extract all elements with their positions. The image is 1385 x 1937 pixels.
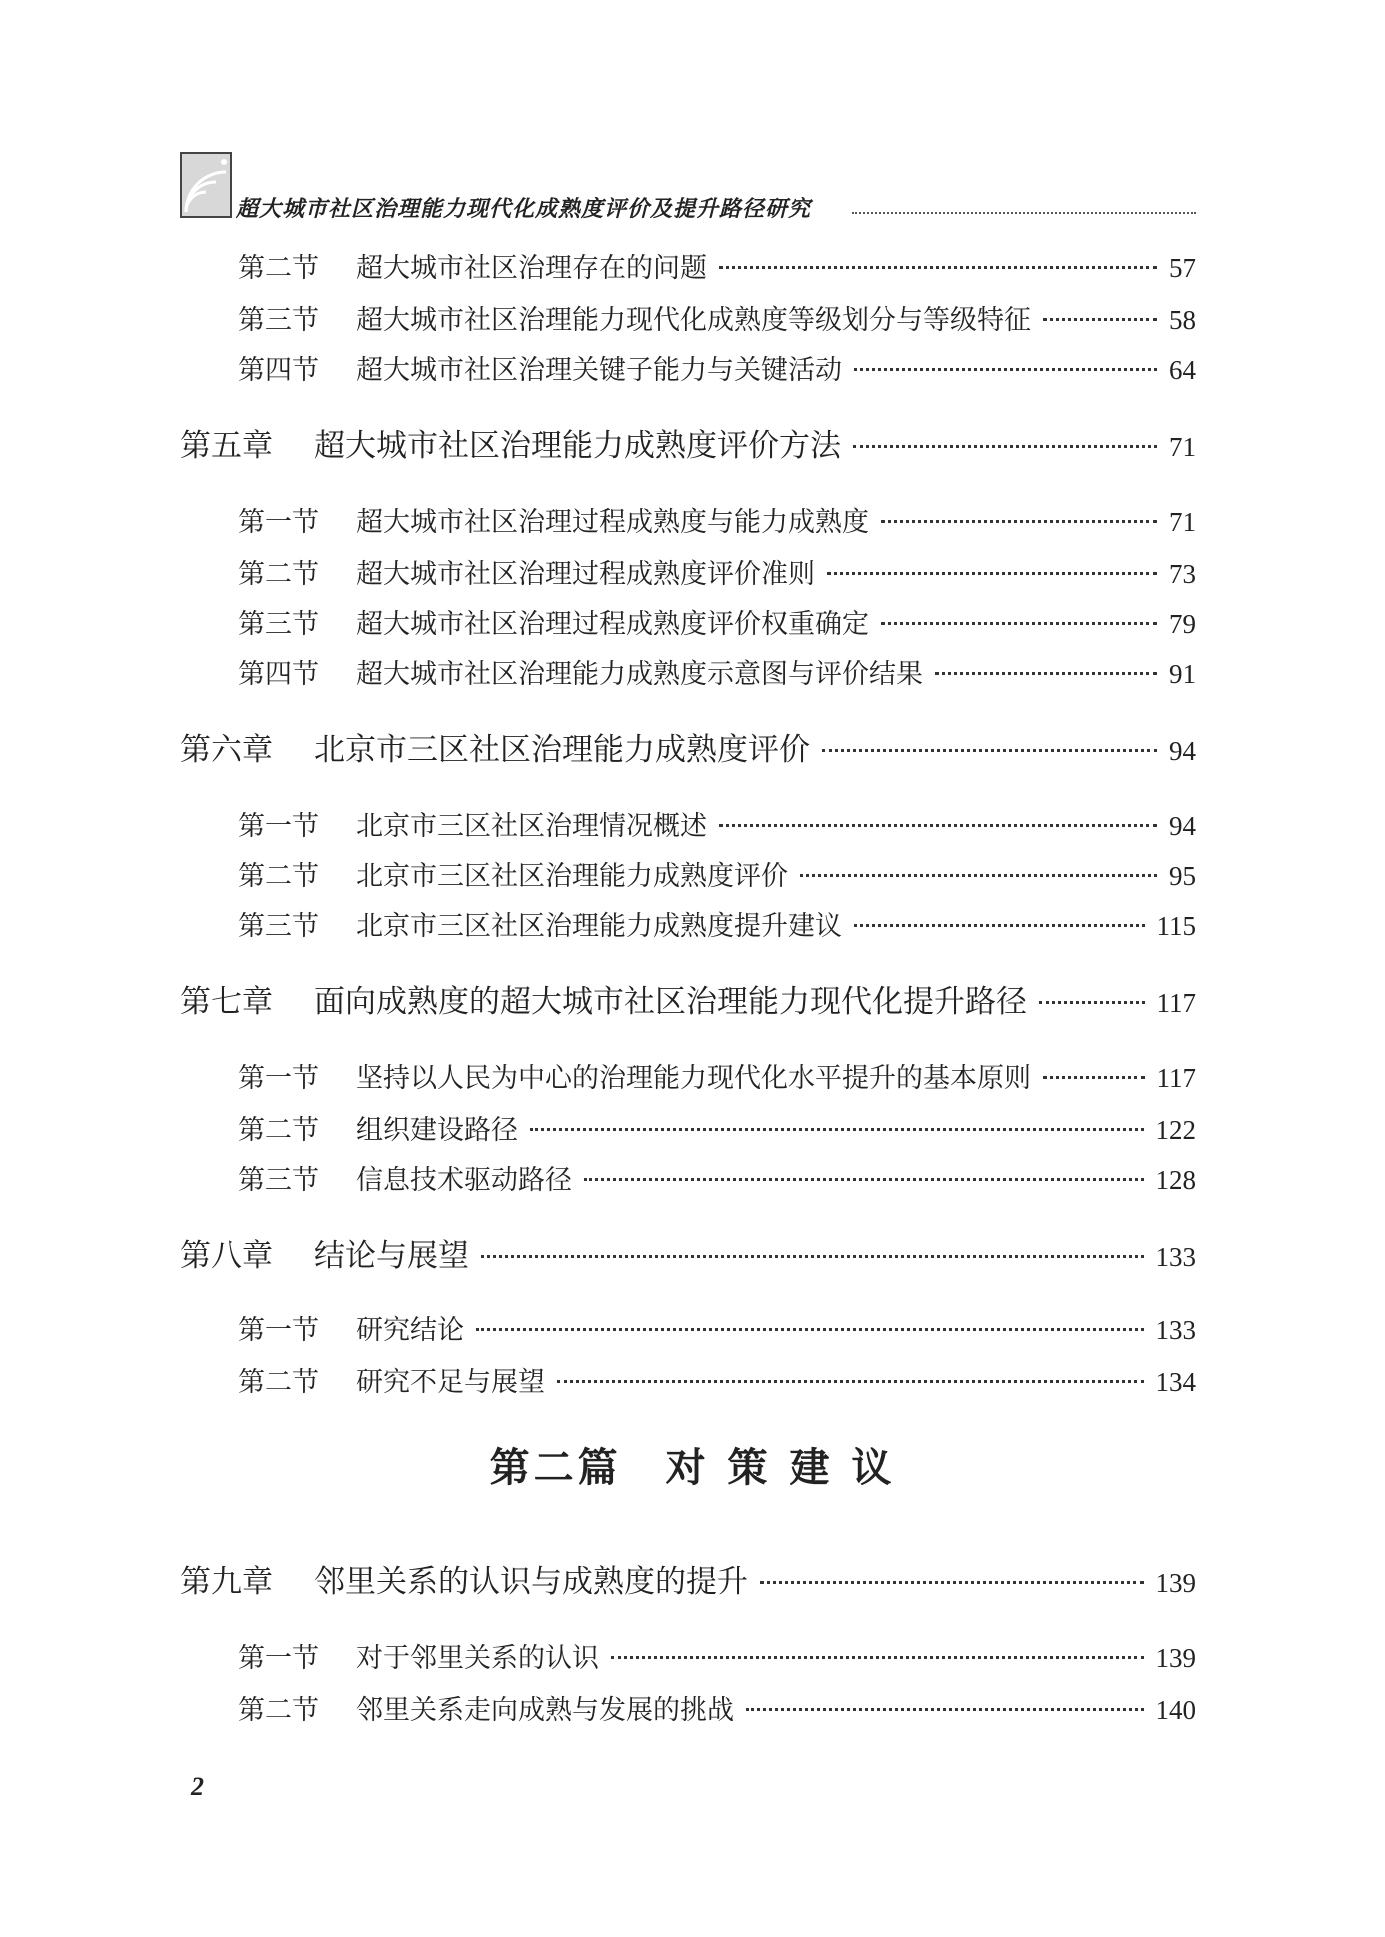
toc-dot-leader	[822, 749, 1157, 752]
toc-entry-number: 第九章	[180, 1564, 273, 1600]
toc-dot-leader	[476, 1328, 1144, 1331]
toc-entry-number: 第五章	[180, 428, 273, 464]
toc-entry-page: 117	[1156, 1063, 1196, 1093]
toc-entry-number: 第四节	[238, 659, 319, 690]
toc-entry-page: 79	[1169, 609, 1196, 639]
toc-chapter-entry	[180, 1233, 1196, 1279]
toc-entry-title: 对于邻里关系的认识	[356, 1643, 599, 1674]
toc-entry-page: 139	[1155, 1643, 1196, 1673]
toc-section-entry	[238, 1638, 1196, 1678]
toc-section-entry	[238, 1310, 1196, 1350]
toc-dot-leader	[827, 572, 1157, 575]
part-title: 第二篇 对 策 建 议	[489, 1444, 896, 1491]
toc-entry-page: 133	[1155, 1242, 1196, 1272]
toc-section-entry	[238, 604, 1196, 644]
toc-entry-number: 第三节	[238, 1165, 319, 1196]
toc-section-entry	[238, 350, 1196, 390]
toc-section-entry	[238, 300, 1196, 340]
toc-dot-leader	[746, 1708, 1144, 1711]
toc-entry-title: 超大城市社区治理过程成熟度评价准则	[356, 559, 815, 590]
toc-entry-number: 第二节	[238, 559, 319, 590]
toc-chapter-entry	[180, 727, 1196, 773]
toc-section-entry	[238, 856, 1196, 896]
toc-section-entry	[238, 1110, 1196, 1150]
page-number: 2	[191, 1772, 204, 1801]
toc-entry-page: 128	[1155, 1165, 1196, 1195]
toc-entry-title: 信息技术驱动路径	[356, 1165, 572, 1196]
toc-chapter-entry	[180, 979, 1196, 1025]
toc-entry-number: 第一节	[238, 811, 319, 842]
toc-entry-title: 北京市三区社区治理情况概述	[356, 811, 707, 842]
toc-entry-page: 71	[1169, 507, 1196, 537]
toc-section-entry	[238, 806, 1196, 846]
toc-entry-title: 超大城市社区治理过程成熟度与能力成熟度	[356, 507, 869, 538]
toc-section-entry	[238, 1362, 1196, 1402]
toc-entry-title: 超大城市社区治理过程成熟度评价权重确定	[356, 609, 869, 640]
toc-entry-page: 94	[1169, 811, 1196, 841]
toc-dot-leader	[719, 266, 1157, 269]
toc-dot-leader	[719, 824, 1157, 827]
toc-entry-page: 94	[1169, 736, 1196, 766]
toc-entry-page: 71	[1169, 432, 1196, 462]
toc-entry-number: 第二节	[238, 1695, 319, 1726]
toc-entry-page: 95	[1169, 861, 1196, 891]
toc-entry-page: 73	[1169, 559, 1196, 589]
toc-entry-page: 64	[1169, 355, 1196, 385]
toc-dot-leader	[800, 874, 1157, 877]
toc-entry-number: 第二节	[238, 861, 319, 892]
toc-entry-page: 91	[1169, 659, 1196, 689]
toc-entry-title: 北京市三区社区治理能力成熟度评价	[356, 861, 788, 892]
toc-section-entry	[238, 248, 1196, 288]
toc-section-entry	[238, 554, 1196, 594]
toc-entry-page: 140	[1155, 1695, 1196, 1725]
toc-entry-title: 结论与展望	[314, 1238, 469, 1274]
toc-dot-leader	[853, 445, 1157, 448]
toc-entry-title: 坚持以人民为中心的治理能力现代化水平提升的基本原则	[356, 1063, 1031, 1094]
toc-entry-number: 第一节	[238, 1643, 319, 1674]
toc-entry-page: 115	[1156, 911, 1196, 941]
toc-entry-page: 117	[1156, 988, 1196, 1018]
toc-entry-title: 超大城市社区治理存在的问题	[356, 253, 707, 284]
toc-dot-leader	[530, 1128, 1144, 1131]
toc-entry-page: 58	[1169, 305, 1196, 335]
toc-entry-title: 研究结论	[356, 1315, 464, 1346]
toc-entry-number: 第二节	[238, 253, 319, 284]
toc-entry-number: 第二节	[238, 1115, 319, 1146]
toc-chapter-entry	[180, 1559, 1196, 1605]
toc-entry-page: 134	[1155, 1367, 1196, 1397]
toc-entry-number: 第三节	[238, 911, 319, 942]
toc-chapter-entry	[180, 423, 1196, 469]
toc-entry-title: 超大城市社区治理能力成熟度评价方法	[314, 428, 841, 464]
toc-dot-leader	[1043, 318, 1157, 321]
toc-dot-leader	[611, 1656, 1144, 1659]
toc-section-entry	[238, 1160, 1196, 1200]
toc-entry-number: 第七章	[180, 984, 273, 1020]
toc-section-entry	[238, 654, 1196, 694]
toc-entry-title: 超大城市社区治理能力成熟度示意图与评价结果	[356, 659, 923, 690]
toc-entry-number: 第一节	[238, 1063, 319, 1094]
toc-entry-title: 超大城市社区治理能力现代化成熟度等级划分与等级特征	[356, 305, 1031, 336]
toc-entry-number: 第一节	[238, 1315, 319, 1346]
toc-entry-number: 第六章	[180, 732, 273, 768]
toc-entry-title: 邻里关系的认识与成熟度的提升	[314, 1564, 748, 1600]
toc-dot-leader	[854, 368, 1157, 371]
toc-entry-number: 第一节	[238, 507, 319, 538]
toc-section-entry	[238, 1690, 1196, 1730]
toc-dot-leader	[557, 1380, 1144, 1383]
toc-dot-leader	[1039, 1001, 1145, 1004]
toc-section-entry	[238, 502, 1196, 542]
toc-dot-leader	[584, 1178, 1144, 1181]
toc-entry-page: 139	[1155, 1568, 1196, 1598]
toc-dot-leader	[881, 520, 1157, 523]
toc-entry-title: 研究不足与展望	[356, 1367, 545, 1398]
toc-section-entry	[238, 1058, 1196, 1098]
toc-entry-title: 北京市三区社区治理能力成熟度评价	[314, 732, 810, 768]
toc-dot-leader	[881, 622, 1157, 625]
toc-entry-title: 北京市三区社区治理能力成熟度提升建议	[356, 911, 842, 942]
toc-entry-number: 第二节	[238, 1367, 319, 1398]
toc-dot-leader	[760, 1581, 1144, 1584]
toc-entry-title: 超大城市社区治理关键子能力与关键活动	[356, 355, 842, 386]
toc-entry-number: 第三节	[238, 609, 319, 640]
toc-dot-leader	[854, 924, 1145, 927]
toc-entry-number: 第三节	[238, 305, 319, 336]
toc-dot-leader	[1043, 1076, 1145, 1079]
toc-entry-title: 邻里关系走向成熟与发展的挑战	[356, 1695, 734, 1726]
toc-entry-page: 122	[1155, 1115, 1196, 1145]
toc-entry-title: 组织建设路径	[356, 1115, 518, 1146]
toc-section-entry	[238, 906, 1196, 946]
toc-entry-number: 第四节	[238, 355, 319, 386]
toc-entry-title: 面向成熟度的超大城市社区治理能力现代化提升路径	[314, 984, 1027, 1020]
toc-dot-leader	[935, 672, 1157, 675]
toc-entry-page: 57	[1169, 253, 1196, 283]
toc-dot-leader	[481, 1255, 1144, 1258]
toc-entry-page: 133	[1155, 1315, 1196, 1345]
toc-entry-number: 第八章	[180, 1238, 273, 1274]
running-header-title: 超大城市社区治理能力现代化成熟度评价及提升路径研究	[236, 196, 812, 222]
